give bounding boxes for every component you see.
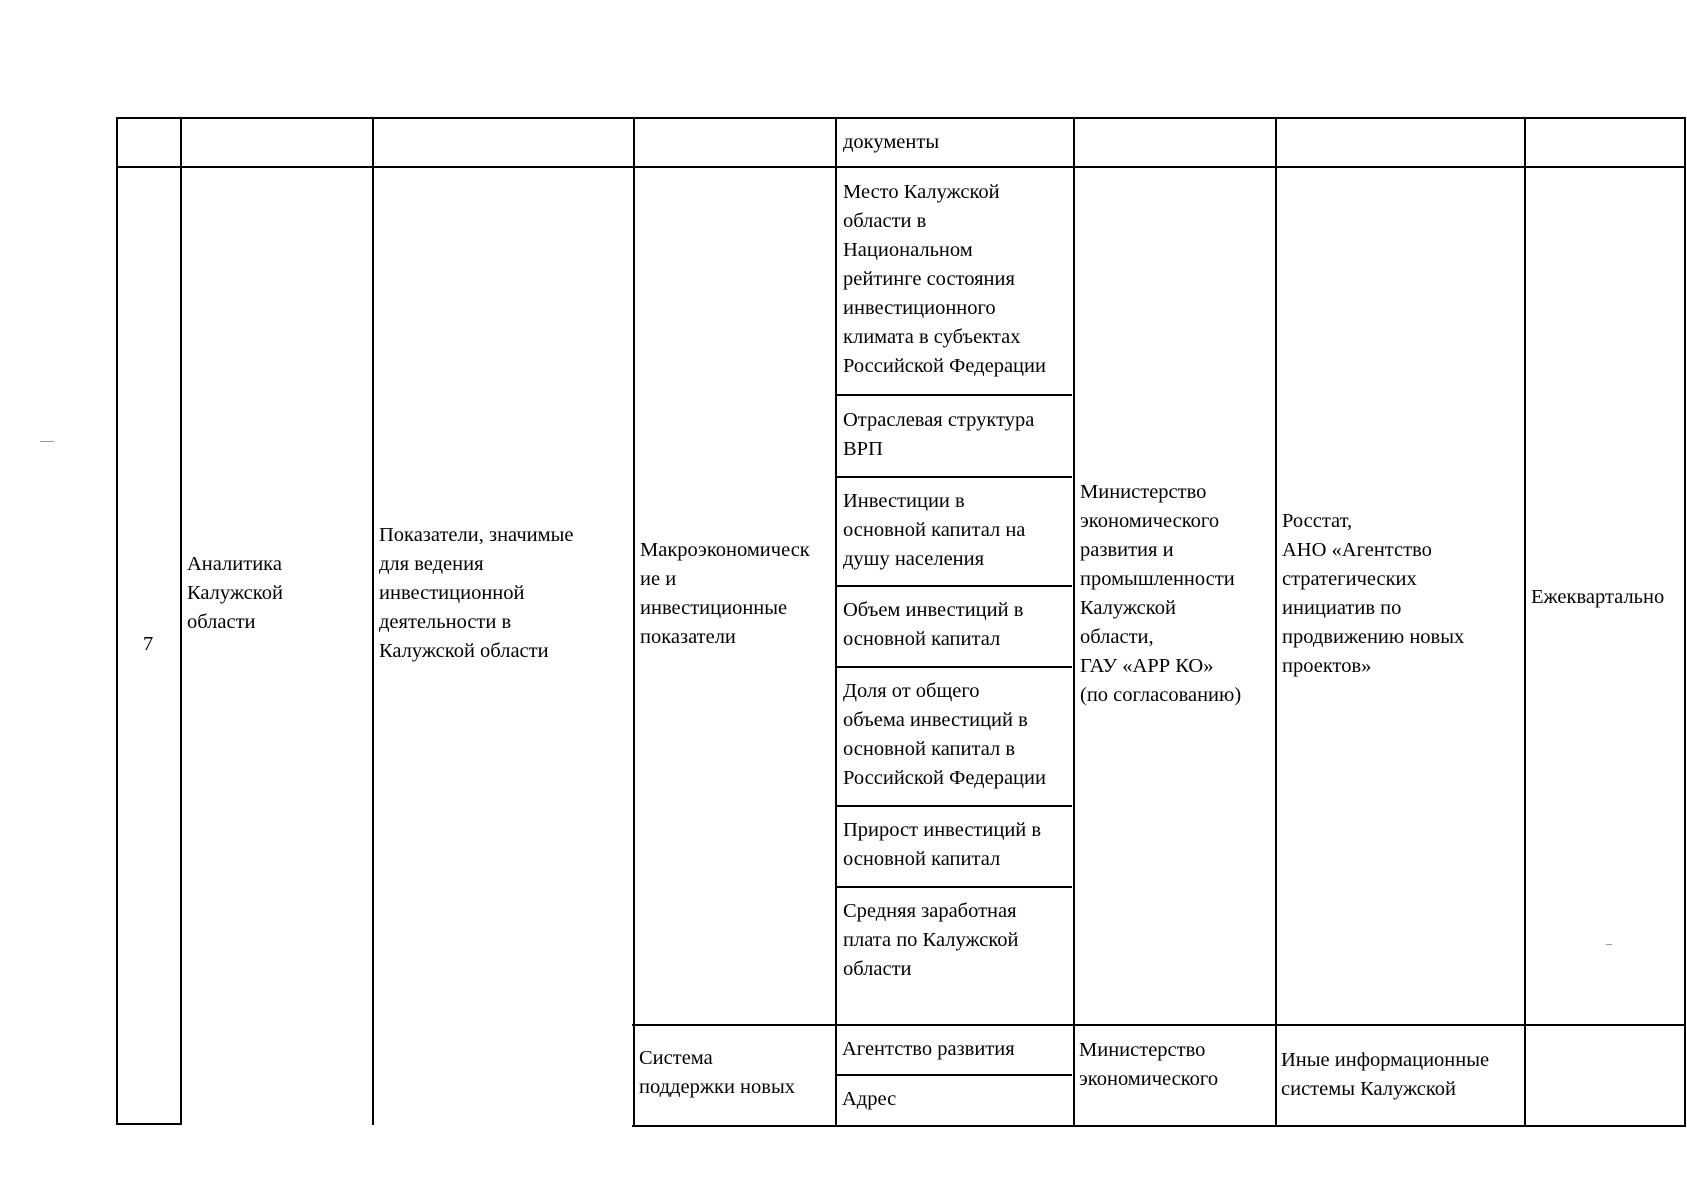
indicator-line: Объем инвестиций в [843,599,1024,621]
indicator-line: Инвестиции в [843,490,965,512]
indicator-line: плата по Калужской [843,929,1019,951]
source-line: продвижению новых [1282,626,1465,648]
source-line: инициатив по [1282,597,1402,619]
responsible-line: (по согласованию) [1080,684,1242,706]
content-line: Показатели, значимые [379,524,574,546]
column-line [1073,117,1075,1127]
responsible-line: ГАУ «АРР КО» [1080,655,1214,677]
indicator-cell [843,677,1046,793]
indicator-line: климата в субъектах [843,326,1021,348]
indicator-separator [836,1074,1072,1076]
frequency-cell: Ежеквартально [1531,586,1665,608]
source-line: Росстат, [1282,510,1353,532]
group-cell [639,1044,795,1102]
section-cell [187,550,283,637]
content-cell [379,521,573,666]
source-line: системы Калужской [1281,1078,1457,1100]
indicator-cell [843,596,1023,654]
source-cell [1282,507,1464,681]
column-line [372,117,374,1125]
indicator-line: Российской Федерации [843,355,1046,377]
indicator-cell [843,897,1018,984]
indicator-cell [843,406,1034,464]
indicator-line: ВРП [843,438,883,460]
column-line [633,117,635,1127]
source-line: стратегических [1282,568,1417,590]
group-line: Макроэкономическ [640,539,810,561]
indicator-separator [836,805,1072,807]
indicator-cell [843,487,1025,574]
group-line: показатели [640,626,736,648]
indicator-line: объема инвестиций в [843,709,1028,731]
table-border-bottom [632,1125,1686,1127]
group-cell [640,536,810,652]
column-line [1275,117,1277,1127]
table-border-bottom [116,1123,182,1125]
section-line: Аналитика [187,553,282,575]
indicator-line: области [843,958,912,980]
content-line: Калужской области [379,640,549,662]
indicator-cell: Агентство развития [842,1038,1015,1060]
responsible-line: промышленности [1080,568,1235,590]
content-line: инвестиционной [379,582,525,604]
block-separator [632,1024,1686,1026]
indicator-line: Средняя заработная [843,900,1017,922]
group-line: поддержки новых [639,1076,795,1098]
indicator-line: области в [843,210,927,232]
responsible-line: Министерство [1080,481,1207,503]
indicator-separator [836,476,1072,478]
responsible-cell [1080,478,1241,710]
source-cell [1281,1046,1489,1104]
group-line: инвестиционные [640,597,788,619]
column-line [1524,117,1526,1127]
responsible-line: экономического [1080,510,1220,532]
column-line [180,117,182,1125]
indicator-line: инвестиционного [843,297,996,319]
indicator-line: Место Калужской [843,181,1000,203]
indicator-line: душу населения [843,548,985,570]
column-line [835,117,837,1127]
row-number: 7 [143,633,154,655]
section-line: области [187,611,256,633]
indicator-separator [836,886,1072,888]
indicator-cell: документы [843,131,940,153]
group-line: ие и [640,568,677,590]
content-line: для ведения [379,553,484,575]
indicator-line: основной капитал на [843,519,1026,541]
indicator-line: Российской Федерации [843,767,1046,789]
group-line: Система [639,1047,713,1069]
indicator-line: Доля от общего [843,680,980,702]
indicator-separator [836,585,1072,587]
source-line: АНО «Агентство [1282,539,1432,561]
indicator-cell [843,178,1046,381]
responsible-cell [1079,1036,1218,1094]
responsible-line: области, [1080,626,1154,648]
indicator-line: Отраслевая структура [843,409,1035,431]
indicator-line: рейтинге состояния [843,268,1015,290]
table-border-right [1684,117,1686,1127]
row-separator [116,166,1686,168]
source-line: проектов» [1282,655,1372,677]
indicator-line: Прирост инвестиций в [843,819,1042,841]
table-border-top [116,117,1686,119]
responsible-line: развития и [1080,539,1174,561]
responsible-line: Министерство [1079,1039,1206,1061]
responsible-line: Калужской [1080,597,1176,619]
column-line [116,117,118,1125]
indicator-line: основной капитал [843,628,1001,650]
indicator-line: основной капитал [843,848,1001,870]
responsible-line: экономического [1079,1068,1219,1090]
section-line: Калужской [187,582,283,604]
indicator-separator [836,394,1072,396]
source-line: Иные информационные [1281,1049,1490,1071]
indicator-line: основной капитал в [843,738,1016,760]
indicator-cell: Адрес [842,1088,897,1110]
content-line: деятельности в [379,611,512,633]
indicator-cell [843,816,1041,874]
indicator-line: Национальном [843,239,973,261]
indicator-separator [836,666,1072,668]
